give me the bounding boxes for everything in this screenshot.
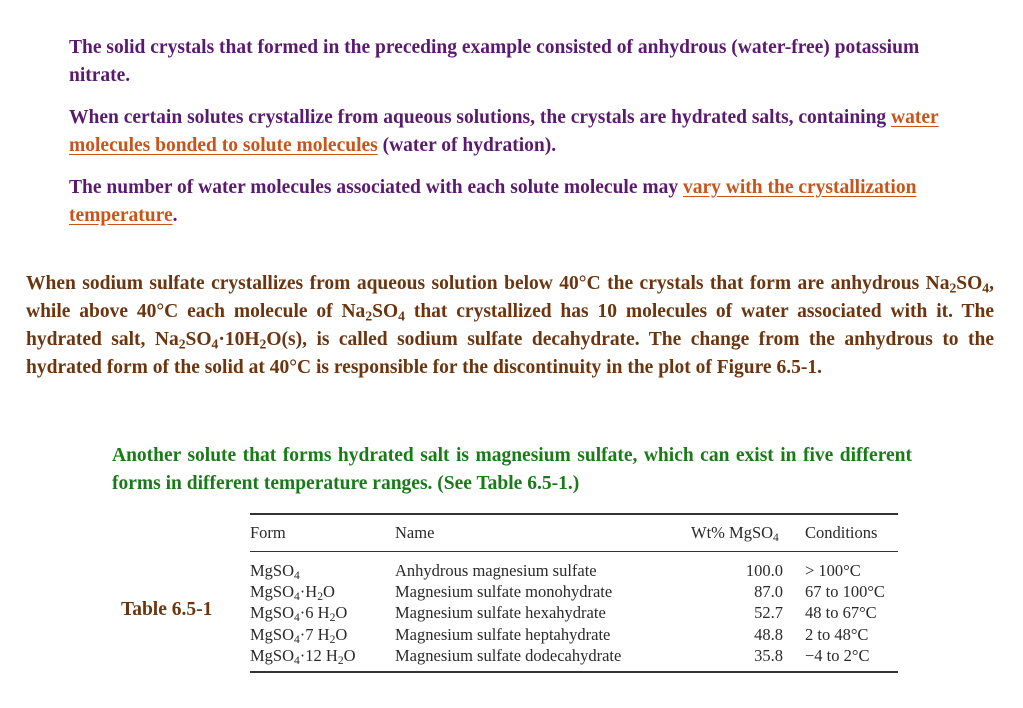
sulfate-text-5: that crystallized has 10 molecules of water associated with it. The hydrated salt, Na <box>26 301 994 350</box>
magnesium-sulfate-paragraph: Another solute that forms hydrated salt is magnesium sulfate, which can exist in five different forms in different temperature ranges. (See Table 6.5-1.) <box>112 445 912 494</box>
water-molecules-text: The number of water molecules associated with each solute molecule may <box>69 177 683 198</box>
subscript: 2 <box>317 590 323 603</box>
form-base: MgSO <box>250 582 295 602</box>
intro-paragraph-anhydrous: The solid crystals that formed in the preceding example consisted of anhydrous (water-free) potassium nitrate. <box>69 37 920 86</box>
cell-conditions: 67 to 100°C <box>805 582 885 602</box>
cell-wt: 35.8 <box>754 646 783 666</box>
cell-conditions: 48 to 67°C <box>805 603 877 623</box>
form-base: MgSO <box>250 603 295 623</box>
sulfate-text-4: SO <box>372 301 399 322</box>
subscript: 4 <box>982 280 990 296</box>
form-hydrate: ·12 H <box>299 646 338 666</box>
header-wt <box>685 523 805 543</box>
header-name: Name <box>395 523 435 542</box>
subscript: 4 <box>211 336 219 352</box>
cell-wt: 100.0 <box>745 560 783 580</box>
cell-form <box>250 582 395 602</box>
form-base: MgSO <box>250 646 295 666</box>
form-tail: O <box>335 603 348 623</box>
form-hydrate: ·7 H <box>299 624 330 644</box>
intro-paragraph-hydrated-salts <box>69 104 954 160</box>
form-base: MgSO <box>250 560 295 580</box>
subscript: 2 <box>329 612 336 625</box>
water-of-hydration-text: (water of hydration). <box>377 135 557 156</box>
form-tail: O <box>335 624 348 644</box>
form-base: MgSO <box>250 624 295 644</box>
sulfate-text-7: ·10H <box>218 329 260 350</box>
table-row <box>250 560 898 581</box>
subscript: 4 <box>294 569 300 582</box>
cell-conditions: 2 to 48°C <box>805 624 869 644</box>
sulfate-text-6: SO <box>185 329 212 350</box>
header-wt-text: Wt% MgSO <box>691 523 774 542</box>
cell-name: Magnesium sulfate heptahydrate <box>395 624 611 644</box>
cell-form <box>250 625 395 645</box>
cell-name: Magnesium sulfate monohydrate <box>395 582 613 602</box>
form-tail: O <box>343 646 356 666</box>
table-header-row <box>250 515 898 552</box>
subscript: 2 <box>178 336 186 352</box>
cell-conditions: > 100°C <box>805 560 861 580</box>
header-form: Form <box>250 523 286 542</box>
cell-form <box>250 603 395 623</box>
cell-form <box>250 561 395 581</box>
subscript: 4 <box>294 590 300 603</box>
subscript: 4 <box>294 655 300 668</box>
cell-conditions: −4 to 2°C <box>805 646 870 666</box>
sulfate-text-8: O(s), is called sodium sulfate decahydrate. The change from the anhydrous to the hydrated form of the solid at 40°C is responsible for the discontinuity in the plot of Figure 6.5-1. <box>26 329 995 378</box>
intro-paragraph-water-molecules <box>69 174 954 230</box>
crystallization-temperature-link[interactable]: vary with the crystallization temperature <box>69 177 917 226</box>
subscript: 4 <box>294 612 300 625</box>
sulfate-text-1: When sodium sulfate crystallizes from aqueous solution below 40°C the crystals that form are anhydrous Na <box>26 273 950 294</box>
cell-wt: 48.8 <box>754 624 783 644</box>
subscript: 2 <box>259 336 267 352</box>
sulfate-text-3: , while above 40°C each molecule of Na <box>26 273 994 322</box>
subscript: 4 <box>773 531 779 544</box>
form-tail: O <box>323 582 335 602</box>
period-text: . <box>172 205 178 226</box>
intro-section <box>69 34 954 230</box>
hydrated-salts-text: When certain solutes crystallize from aqueous solutions, the crystals are hydrated salts, containing <box>69 107 892 128</box>
subscript: 2 <box>365 308 373 324</box>
header-conditions: Conditions <box>805 523 878 542</box>
cell-name: Magnesium sulfate hexahydrate <box>395 603 606 623</box>
table-body <box>250 552 898 673</box>
magnesium-sulfate-table <box>250 513 898 673</box>
cell-form <box>250 646 395 666</box>
subscript: 2 <box>337 655 344 668</box>
subscript: 2 <box>329 633 336 646</box>
cell-wt: 87.0 <box>754 582 783 602</box>
table-row <box>250 581 898 602</box>
table-row <box>250 603 898 624</box>
sodium-sulfate-paragraph <box>26 270 994 382</box>
subscript: 4 <box>294 633 300 646</box>
form-hydrate: ·H <box>299 582 318 602</box>
table-row <box>250 646 898 667</box>
subscript: 4 <box>398 308 405 324</box>
cell-name: Anhydrous magnesium sulfate <box>395 560 597 580</box>
sulfate-text-2: SO <box>956 273 983 294</box>
water-molecules-link[interactable]: water molecules bonded to solute molecules <box>69 107 939 156</box>
cell-name: Magnesium sulfate dodecahydrate <box>395 646 622 666</box>
cell-wt: 52.7 <box>754 603 783 623</box>
table-row <box>250 624 898 645</box>
subscript: 2 <box>949 280 957 296</box>
form-hydrate: ·6 H <box>299 603 330 623</box>
table-label: Table 6.5-1 <box>121 599 213 620</box>
